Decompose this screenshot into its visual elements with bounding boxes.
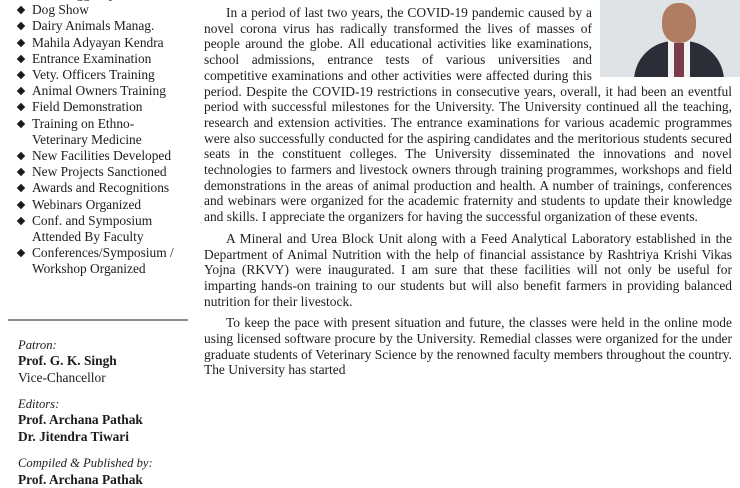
patron-name: Prof. G. K. Singh bbox=[18, 353, 117, 368]
diamond-bullet-icon bbox=[17, 200, 25, 208]
diamond-bullet-icon bbox=[17, 152, 25, 160]
diamond-bullet-icon bbox=[17, 55, 25, 63]
article-paragraph: To keep the pace with present situation and future, the classes were held in the online mode using licensed software procure by the University. Remedial classes were organized for the under graduate students of Veterinary Science by the renowned faculty members throughout the country. The University has started bbox=[204, 315, 732, 378]
compiled-name: Prof. Archana Pathak bbox=[18, 472, 143, 487]
diamond-bullet-icon bbox=[17, 184, 25, 192]
list-item[interactable]: Vety. Officers Training bbox=[12, 67, 188, 83]
sidebar bbox=[0, 0, 190, 487]
list-item[interactable]: New Facilities Developed bbox=[12, 148, 188, 164]
compiled-label: Compiled & Published by: bbox=[18, 456, 153, 470]
list-item[interactable]: Awards and Recognitions bbox=[12, 180, 188, 196]
diamond-bullet-icon bbox=[17, 87, 25, 95]
diamond-bullet-icon bbox=[17, 71, 25, 79]
diamond-bullet-icon bbox=[17, 168, 25, 176]
diamond-bullet-icon bbox=[17, 38, 25, 46]
diamond-bullet-icon bbox=[17, 103, 25, 111]
diamond-bullet-icon bbox=[17, 6, 25, 14]
list-item[interactable]: Animal Owners Training bbox=[12, 83, 188, 99]
editor-name: Prof. Archana Pathak bbox=[18, 412, 143, 427]
patron-title: Vice-Chancellor bbox=[18, 370, 106, 385]
list-item[interactable]: Conferences/Symposium / Workshop Organized bbox=[12, 245, 188, 277]
editors-label: Editors: bbox=[18, 397, 60, 411]
list-item[interactable]: Training on Ethno-Veterinary Medicine bbox=[12, 116, 188, 148]
article-body bbox=[204, 5, 732, 384]
article-paragraph: A Mineral and Urea Block Unit along with a Feed Analytical Laboratory established in the Department of Animal Nutrition with the help of financial assistance by Rashtriya Krishi Vikas Yojna (RKVY) were inaugurated. I am sure that these facilities will not only be useful for imparting hands-on training to our students but will also benefit farmers in providing balanced nutrition for their livestock. bbox=[204, 230, 732, 309]
diamond-bullet-icon bbox=[17, 22, 25, 30]
list-item[interactable]: Field Demonstration bbox=[12, 99, 188, 115]
article-paragraph: In a period of last two years, the COVID-19 pandemic caused by a novel corona virus has radically transformed the lives of masses of people around the globe. All educational activities like examinations, school admissions, entrance tests of various universities and competitive examinations and other activities were affected during this period. Despite the COVID-19 restrictions in consecutive years, overall, it had been an eventful period with successful milestones for the University. The University continued all the teaching, research and extension activities. The entrance examinations for various academic programmes were also successfully conducted for the aspiring candidates and the meritorious students secured seats in the constituent colleges. The University disseminated the innovations and novel technologies to farmers and livestock owners through training programmes, workshops and field demonstrations in the areas of animal production and health. A number of trainings, conferences and webinars were organized for the academic fraternity and students to update their knowledge and skills. I appreciate the organizers for having the successful organization of these events. bbox=[204, 5, 732, 225]
list-item[interactable]: Dog Show bbox=[12, 2, 188, 18]
vice-chancellor-photo bbox=[600, 0, 740, 77]
list-item[interactable]: Conf. and Symposium Attended By Faculty bbox=[12, 213, 188, 245]
diamond-bullet-icon bbox=[17, 119, 25, 127]
list-item[interactable]: Entrance Examination bbox=[12, 51, 188, 67]
patron-label: Patron: bbox=[18, 338, 57, 352]
list-item[interactable]: New Projects Sanctioned bbox=[12, 164, 188, 180]
list-item[interactable]: Dairy Animals Manag. bbox=[12, 18, 188, 34]
editor-name: Dr. Jitendra Tiwari bbox=[18, 429, 129, 444]
sidebar-divider bbox=[8, 319, 188, 321]
list-item[interactable]: Mahila Adyayan Kendra bbox=[12, 35, 188, 51]
diamond-bullet-icon bbox=[17, 249, 25, 257]
list-item[interactable]: Webinars Organized bbox=[12, 197, 188, 213]
diamond-bullet-icon bbox=[17, 217, 25, 225]
contents-list bbox=[12, 0, 188, 278]
